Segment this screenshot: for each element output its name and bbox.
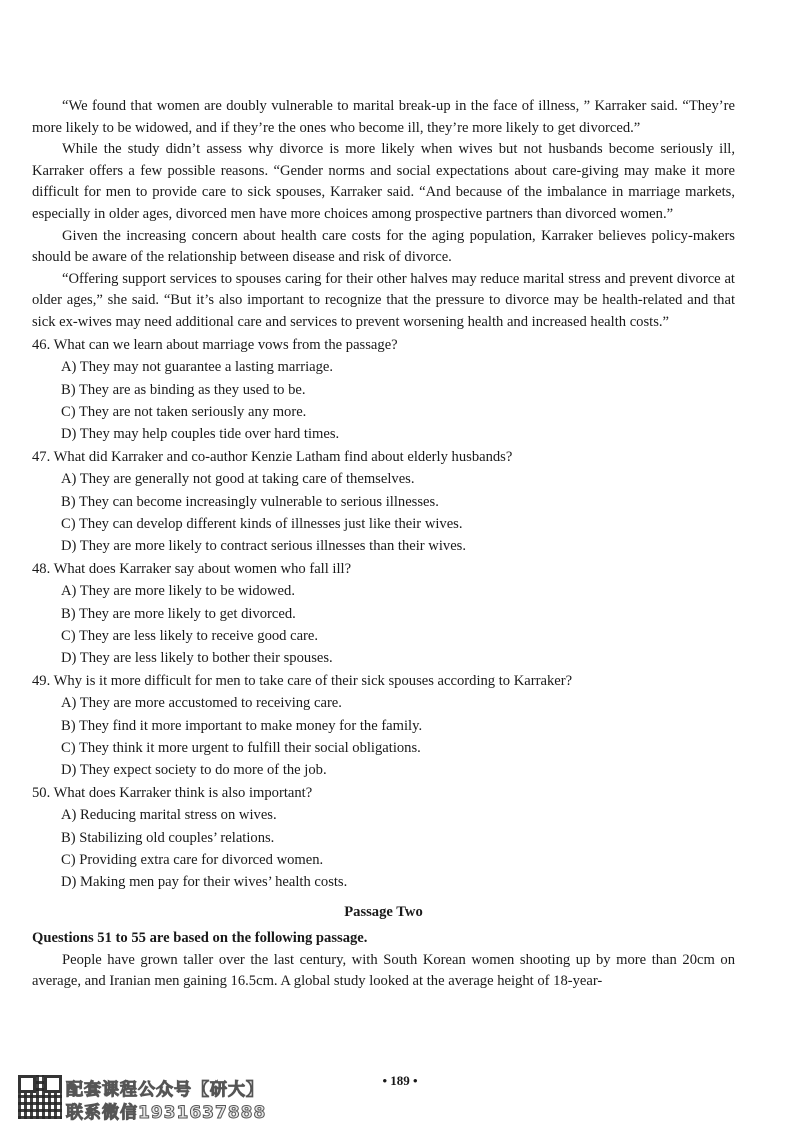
page-content	[32, 96, 735, 993]
option-a: A) They are more likely to be widowed.	[61, 583, 295, 600]
option-d: D) They may help couples tide over hard times.	[61, 426, 340, 443]
option-c: C) Providing extra care for divorced women.	[61, 851, 324, 868]
page-number: • 189 •	[382, 1073, 418, 1088]
paragraph-3: Given the increasing concern about health care costs for the aging population, Karraker believes policy-makers should be aware of the relationship between disease and risk of divorce.	[32, 227, 735, 266]
question-stem: 50. What does Karraker think is also important?	[32, 784, 313, 801]
watermark-line-1: 配套课程公众号【研大】	[66, 1080, 264, 1100]
option-b: B) They can become increasingly vulnerable to serious illnesses.	[61, 493, 439, 510]
paragraph-4: “Offering support services to spouses caring for their other halves may reduce marital stress and prevent divorce at older ages,” she said. “But it’s also important to recognize that the pressure to divorce may be health-related and that sick ex-wives may need additional care and services to prevent worsening health and increased health costs.”	[32, 270, 735, 330]
option-c: C) They can develop different kinds of illnesses just like their wives.	[61, 515, 463, 532]
paragraph-1: “We found that women are doubly vulnerable to marital break-up in the face of illness, ” Karraker said. “They’re more likely to be widowed, and if they’re the ones who become ill, they’re more likely to get divorced.”	[32, 98, 735, 136]
option-a: A) They are generally not good at taking care of themselves.	[61, 471, 415, 488]
option-b: B) They are as binding as they used to be.	[61, 381, 306, 398]
option-c: C) They are not taken seriously any more.	[61, 403, 307, 420]
option-d: D) They are less likely to bother their spouses.	[61, 650, 333, 667]
question-49	[32, 670, 735, 781]
option-c: C) They think it more urgent to fulfill their social obligations.	[61, 739, 421, 756]
option-d: D) Making men pay for their wives’ health costs.	[61, 874, 348, 891]
question-stem: 47. What did Karraker and co-author Kenzie Latham find about elderly husbands?	[32, 449, 513, 466]
option-d: D) They expect society to do more of the job.	[61, 762, 327, 779]
question-48	[32, 558, 735, 669]
passage-two-text: People have grown taller over the last century, with South Korean women shooting up by more than 20cm on average, and Iranian men gaining 16.5cm. A global study looked at the average height of 18-year-	[32, 951, 735, 990]
option-b: B) They are more likely to get divorced.	[61, 605, 296, 622]
paragraph-2: While the study didn’t assess why divorce is more likely when wives but not husbands become seriously ill, Karraker offers a few possible reasons. “Gender norms and social expectations about care-giving may make it more difficult for men to provide care to sick spouses, Karraker said. “And because of the imbalance in marriage markets, especially in older ages, divorced men have more choices among prospective partners than divorced women.”	[32, 141, 735, 222]
question-stem: 48. What does Karraker say about women who fall ill?	[32, 561, 352, 577]
qr-code-icon	[18, 1075, 62, 1119]
option-b: B) They find it more important to make money for the family.	[61, 717, 423, 734]
option-a: A) They may not guarantee a lasting marriage.	[61, 359, 334, 376]
option-a: A) Reducing marital stress on wives.	[61, 807, 277, 824]
passage-two-intro: Questions 51 to 55 are based on the following passage.	[32, 930, 368, 947]
question-stem: 46. What can we learn about marriage vows from the passage?	[32, 337, 398, 354]
option-a: A) They are more accustomed to receiving care.	[61, 695, 342, 712]
question-46	[32, 334, 735, 445]
question-stem: 49. Why is it more difficult for men to take care of their sick spouses according to Karraker?	[32, 672, 573, 689]
option-c: C) They are less likely to receive good care.	[61, 627, 319, 644]
option-b: B) Stabilizing old couples’ relations.	[61, 829, 275, 846]
question-50	[32, 782, 735, 893]
watermark-line-2: 联系微信1931637888	[66, 1103, 267, 1123]
question-47	[32, 446, 735, 557]
passage-two-title: Passage Two	[344, 904, 423, 921]
option-d: D) They are more likely to contract serious illnesses than their wives.	[61, 538, 466, 555]
watermark	[18, 1075, 318, 1125]
